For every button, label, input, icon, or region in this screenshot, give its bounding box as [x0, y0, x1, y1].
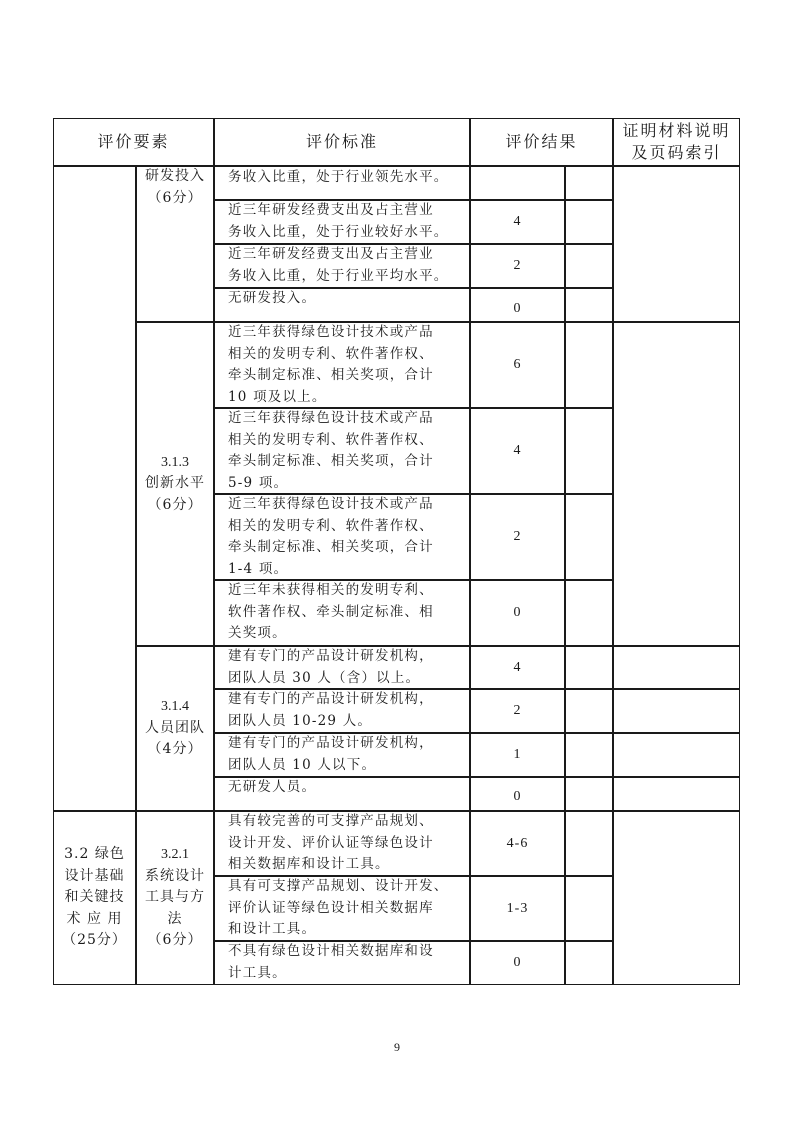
- criteria-line: 无研发投入。: [228, 290, 317, 306]
- criteria-line: 牵头制定标准、相关奖项，合计: [228, 539, 434, 555]
- header-evidence: [613, 118, 740, 166]
- score-value: 4-6: [506, 835, 529, 851]
- sub-element-3-1-3-label: [136, 322, 214, 646]
- header-result: 评价结果: [505, 132, 578, 151]
- result-input-cell[interactable]: [565, 244, 613, 288]
- criteria-line: 无研发人员。: [228, 779, 317, 795]
- header-evidence-line1: 证明材料说明: [622, 121, 731, 140]
- criteria-line: 设计开发、评价认证等绿色设计: [228, 834, 434, 851]
- criteria-line: 团队人员 10-29 人。: [228, 712, 373, 729]
- score-value: 0: [513, 301, 522, 317]
- criteria-line: 不具有绿色设计相关数据库和设: [228, 943, 434, 959]
- criteria-text: [214, 811, 470, 876]
- score-value: 0: [513, 605, 522, 621]
- criteria-line: 务收入比重，处于行业平均水平。: [228, 267, 449, 284]
- parent-line: 设计基础: [64, 867, 125, 884]
- sub-label-line: 人员团队: [145, 719, 205, 736]
- result-input-cell[interactable]: [565, 408, 613, 494]
- sub-label-line: （6分）: [147, 496, 203, 513]
- criteria-line: 和设计工具。: [228, 921, 317, 937]
- score-value: 1-3: [506, 900, 529, 916]
- sub-label-line: （6分）: [147, 189, 203, 206]
- criteria-line: 务收入比重，处于行业较好水平。: [228, 223, 449, 240]
- criteria-text: [214, 689, 470, 732]
- sub-element-3-1-4-label: [136, 646, 214, 811]
- criteria-text: [214, 777, 470, 799]
- sub-label-line: 法: [167, 910, 183, 927]
- criteria-line: 相关的发明专利、软件著作权、: [228, 345, 434, 362]
- result-input-cell[interactable]: [565, 288, 613, 322]
- header-element: 评价要素: [97, 132, 170, 151]
- criteria-text: [214, 733, 470, 776]
- parent-line: 术 应 用: [66, 910, 123, 927]
- criteria-line: 具有较完善的可支撑产品规划、: [228, 813, 434, 829]
- score-value: 1: [513, 747, 522, 763]
- score-value: 2: [513, 703, 522, 719]
- criteria-text: [214, 200, 470, 243]
- criteria-line: 相关数据库和设计工具。: [228, 856, 390, 872]
- criteria-line: 建有专门的产品设计研发机构，: [228, 648, 434, 664]
- criteria-text: [214, 876, 470, 941]
- criteria-line: 10 项及以上。: [228, 388, 327, 405]
- result-input-cell[interactable]: [565, 689, 613, 733]
- criteria-line: 近三年获得绿色设计技术或产品: [228, 496, 434, 512]
- evidence-cell[interactable]: [613, 777, 740, 811]
- result-input-cell[interactable]: [565, 200, 613, 244]
- score-value: 0: [513, 789, 522, 805]
- criteria-text: [214, 167, 470, 189]
- criteria-line: 近三年获得绿色设计技术或产品: [228, 410, 434, 426]
- evidence-cell[interactable]: [613, 646, 740, 689]
- sub-label-line: 工具与方: [145, 889, 205, 906]
- criteria-line: 软件著作权、牵头制定标准、相: [228, 603, 434, 620]
- criteria-line: 牵头制定标准、相关奖项，合计: [228, 367, 434, 383]
- criteria-line: 团队人员 30 人（含）以上。: [228, 669, 421, 686]
- criteria-line: 1-4 项。: [228, 560, 289, 577]
- score-value: 2: [513, 258, 522, 274]
- criteria-line: 近三年研发经费支出及占主营业: [228, 202, 434, 218]
- criteria-line: 评价认证等绿色设计相关数据库: [228, 899, 434, 916]
- evidence-cell[interactable]: [613, 733, 740, 777]
- score-value: 4: [513, 443, 522, 459]
- criteria-line: 牵头制定标准、相关奖项，合计: [228, 453, 434, 469]
- result-input-cell[interactable]: [565, 811, 613, 876]
- criteria-line: 近三年研发经费支出及占主营业: [228, 246, 434, 262]
- criteria-text: [214, 288, 470, 310]
- score-value: 6: [513, 357, 522, 373]
- criteria-text: [214, 408, 470, 494]
- result-input-cell[interactable]: [565, 166, 613, 200]
- result-input-cell[interactable]: [565, 580, 613, 646]
- criteria-line: 建有专门的产品设计研发机构，: [228, 735, 434, 751]
- criteria-text: [214, 941, 470, 984]
- result-input-cell[interactable]: [565, 777, 613, 811]
- evidence-cell[interactable]: [613, 689, 740, 733]
- criteria-line: 计工具。: [228, 964, 287, 981]
- result-input-cell[interactable]: [565, 646, 613, 689]
- evidence-cell[interactable]: [613, 322, 740, 646]
- criteria-line: 关奖项。: [228, 625, 287, 641]
- result-input-cell[interactable]: [565, 494, 613, 580]
- criteria-line: 具有可支撑产品规划、设计开发、: [228, 878, 449, 894]
- criteria-line: 5-9 项。: [228, 474, 289, 491]
- header-evidence-line2: 及页码索引: [631, 143, 722, 162]
- criteria-text: [214, 494, 470, 580]
- sub-label-line: 3.1.4: [161, 699, 189, 715]
- evidence-cell[interactable]: [613, 811, 740, 985]
- criteria-text: [214, 322, 470, 408]
- criteria-text: [214, 244, 470, 287]
- criteria-line: 建有专门的产品设计研发机构，: [228, 691, 434, 707]
- score-value: [470, 166, 565, 200]
- score-value: 0: [513, 955, 522, 971]
- score-value: 4: [513, 659, 522, 675]
- parent-line: 3.2 绿色: [64, 846, 125, 863]
- evidence-cell[interactable]: [613, 166, 740, 322]
- header-criteria: 评价标准: [305, 132, 378, 151]
- page-number: 9: [394, 1040, 400, 1054]
- score-value: 2: [513, 529, 522, 545]
- parent-line: 和关键技: [64, 889, 125, 906]
- criteria-line: 相关的发明专利、软件著作权、: [228, 431, 434, 448]
- criteria-line: 近三年获得绿色设计技术或产品: [228, 324, 434, 340]
- sub-label-line: 3.1.3: [161, 454, 189, 470]
- parent-line: （25分）: [62, 932, 127, 949]
- criteria-line: 团队人员 10 人以下。: [228, 756, 377, 773]
- sub-label-line: 3.2.1: [161, 847, 189, 863]
- result-input-cell[interactable]: [565, 876, 613, 941]
- sub-label-line: 系统设计: [145, 867, 205, 884]
- criteria-line: 务收入比重，处于行业领先水平。: [228, 169, 449, 185]
- sub-element-3-2-1-label: [136, 811, 214, 985]
- criteria-line: 近三年未获得相关的发明专利、: [228, 582, 434, 598]
- parent-element-3-2-label: [53, 811, 136, 985]
- sub-element-3-1-2-label: [136, 166, 214, 322]
- sub-label-line: 研发投入: [145, 168, 205, 184]
- sub-label-line: （4分）: [147, 741, 203, 758]
- score-value: 4: [513, 214, 522, 230]
- result-input-cell[interactable]: [565, 941, 613, 985]
- sub-label-line: 创新水平: [145, 475, 205, 492]
- criteria-line: 相关的发明专利、软件著作权、: [228, 517, 434, 534]
- result-input-cell[interactable]: [565, 322, 613, 408]
- parent-element-3-1-cell: [53, 166, 136, 811]
- criteria-text: [214, 580, 470, 645]
- result-input-cell[interactable]: [565, 733, 613, 777]
- criteria-text: [214, 646, 470, 689]
- sub-label-line: （6分）: [147, 932, 203, 949]
